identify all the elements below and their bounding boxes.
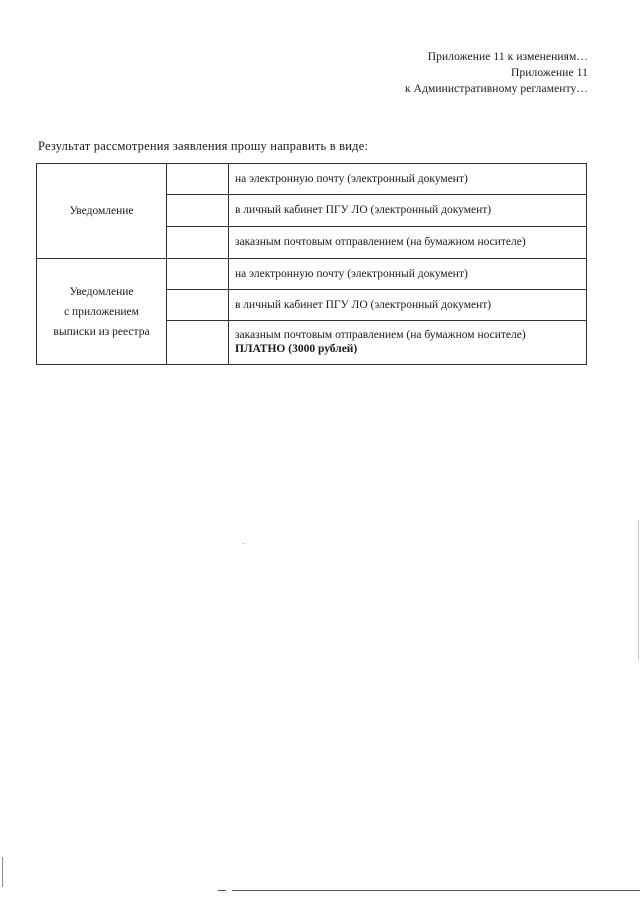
option-email-extract: на электронную почту (электронный документ) (229, 259, 587, 290)
scan-edge-right (638, 520, 639, 660)
group-label-line: Уведомление (69, 285, 134, 298)
checkbox-cell-mail[interactable] (167, 227, 229, 259)
option-mail-extract: заказным почтовым отправлением (на бумажном носителе) (235, 329, 526, 341)
option-cabinet: в личный кабинет ПГУ ЛО (электронный документ) (229, 195, 587, 227)
scan-edge-bottom-dash (218, 890, 226, 891)
group-label-line: выписки из реестра (53, 325, 150, 338)
scan-edge-bottom (232, 890, 640, 891)
option-cabinet-extract: в личный кабинет ПГУ ЛО (электронный документ) (229, 290, 587, 321)
delivery-options-table (36, 163, 587, 365)
scan-edge-left (2, 857, 3, 887)
option-email: на электронную почту (электронный документ) (229, 164, 587, 195)
checkbox-cell-email-extract[interactable] (167, 259, 229, 290)
checkbox-cell-cabinet-extract[interactable] (167, 290, 229, 321)
option-mail-extract-cell (229, 321, 587, 365)
table-row (37, 259, 587, 290)
checkbox-cell-cabinet[interactable] (167, 195, 229, 227)
table-row (37, 164, 587, 195)
appendix-line-1: Приложение 11 к изменениям… (427, 51, 588, 63)
paid-note: ПЛАТНО (3000 рублей) (235, 343, 358, 355)
group-label-line: с приложением (64, 305, 139, 318)
option-mail: заказным почтовым отправлением (на бумажном носителе) (229, 227, 587, 259)
group-label-notification: Уведомление (37, 164, 167, 259)
checkbox-cell-email[interactable] (167, 164, 229, 195)
appendix-header (405, 49, 588, 97)
appendix-line-2: Приложение 11 (511, 67, 588, 79)
intro-text: Результат рассмотрения заявления прошу направить в виде: (38, 139, 369, 153)
checkbox-cell-mail-extract[interactable] (167, 321, 229, 365)
appendix-line-3: к Административному регламенту… (405, 83, 588, 95)
scan-speck (243, 543, 244, 544)
group-label-notification-with-extract (37, 259, 167, 365)
